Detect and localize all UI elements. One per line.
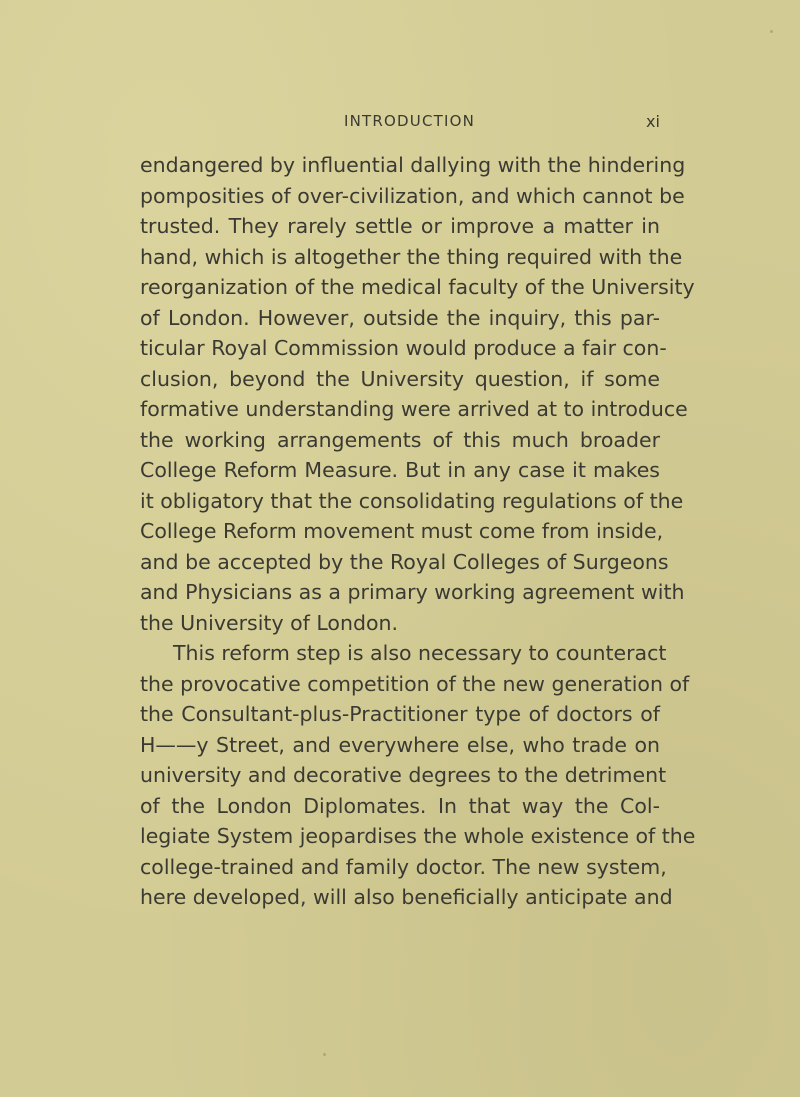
text-line: clusion, beyond the University question, if some (140, 366, 660, 391)
text-line: the provocative competition of the new generation of (140, 671, 690, 696)
paragraph-1 (140, 150, 695, 638)
text-line: reorganization of the medical faculty of the University (140, 275, 695, 299)
text-line: hand, which is altogether the thing required with the (140, 244, 683, 269)
paper-speck (770, 30, 773, 33)
text-line: of London. However, outside the inquiry, this par- (140, 305, 660, 330)
running-head (0, 112, 800, 136)
text-line: it obligatory that the consolidating regulations of the (140, 488, 684, 513)
text-line: College Reform movement must come from inside, (140, 519, 664, 543)
text-line: legiate System jeopardises the whole existence of the (140, 824, 696, 848)
text-line: the University of London. (140, 610, 399, 635)
text-line: college-trained and family doctor. The new system, (140, 854, 667, 879)
text-line: formative understanding were arrived at to introduce (140, 397, 688, 421)
text-line: the Consultant-plus-Practitioner type of doctors of (140, 702, 660, 726)
text-line: university and decorative degrees to the detriment (140, 763, 667, 787)
text-line: endangered by influential dallying with the hindering (140, 153, 686, 177)
text-line: pomposities of over-civilization, and which cannot be (140, 183, 685, 208)
text-line: trusted. They rarely settle or improve a matter in (140, 214, 660, 238)
text-line: the working arrangements of this much broader (140, 427, 660, 452)
body-text (140, 150, 696, 913)
text-line: This reform step is also necessary to counteract (173, 641, 667, 665)
text-line: of the London Diplomates. In that way the Col- (140, 793, 660, 818)
text-line: ticular Royal Commission would produce a fair con- (140, 336, 667, 360)
text-line: H——y Street, and everywhere else, who trade on (140, 732, 660, 757)
paper-speck (323, 1053, 326, 1056)
text-line: and be accepted by the Royal Colleges of Surgeons (140, 549, 669, 574)
text-line: here developed, will also beneficially anticipate and (140, 885, 673, 909)
page-number: xi (646, 112, 660, 131)
paragraph-2 (140, 638, 696, 913)
text-line: and Physicians as a primary working agreement with (140, 580, 685, 604)
running-head-title: INTRODUCTION (344, 112, 476, 130)
text-line: College Reform Measure. But in any case it makes (140, 458, 660, 482)
